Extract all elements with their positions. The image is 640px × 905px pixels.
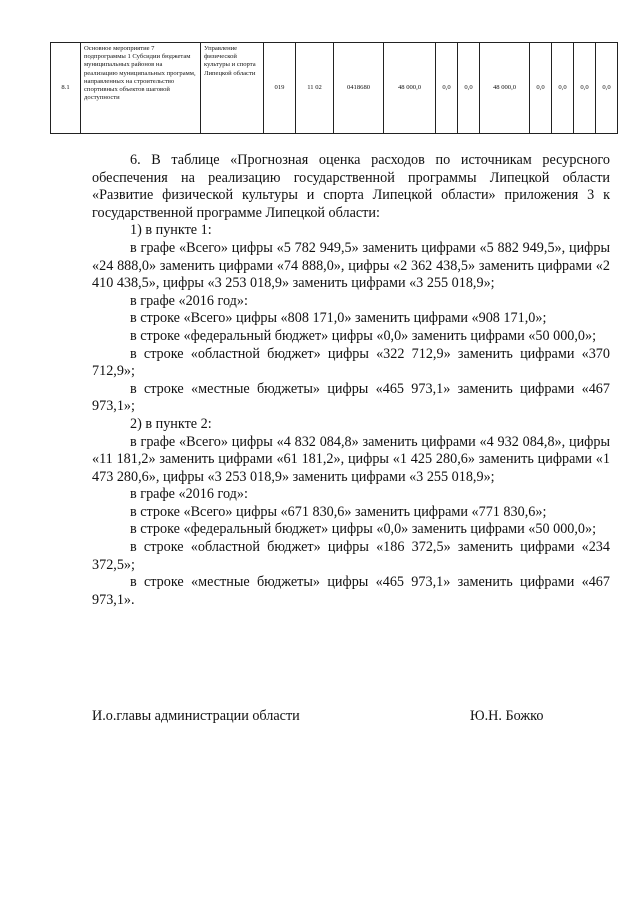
paragraph-total-1: в графе «Всего» цифры «5 782 949,5» заменить цифрами «5 882 949,5», цифры «24 888,0» заменить цифрами «74 888,0», цифры «2 362 438,5» заменить цифрами «2 410 438,5», цифры «3 253 018,9» заменить цифрами «3 255 018,9»;	[92, 239, 610, 292]
paragraph-federal-1: в строке «федеральный бюджет» цифры «0,0» заменить цифрами «50 000,0»;	[130, 327, 597, 344]
year-2018-cell: 0,0	[552, 43, 574, 134]
year-2019-cell: 0,0	[574, 43, 596, 134]
signatory-title: И.о.главы администрации области	[92, 708, 300, 724]
year-2017-cell: 0,0	[530, 43, 552, 134]
year-2016-cell: 48 000,0	[480, 43, 530, 134]
total-cell: 48 000,0	[384, 43, 436, 134]
grbs-cell: 019	[264, 43, 296, 134]
paragraph-regional-2: в строке «областной бюджет» цифры «186 372,5» заменить цифрами «234 372,5»;	[92, 539, 610, 573]
paragraph-local-1: в строке «местные бюджеты» цифры «465 973,1» заменить цифрами «467 973,1»;	[92, 380, 610, 415]
executor-cell: Управление физической культуры и спорта Липецкой области	[201, 43, 264, 134]
year-2015-cell: 0,0	[458, 43, 480, 134]
paragraph-total-2: в графе «Всего» цифры «4 832 084,8» заменить цифрами «4 932 084,8», цифры «11 181,2» заменить цифрами «61 181,2», цифры «1 425 280,6» заменить цифрами «1 473 280,6», цифры «3 253 018,9» заменить цифрами «3 255 018,9»;	[92, 433, 610, 485]
year-2014-cell: 0,0	[436, 43, 458, 134]
paragraph-regional-1: в строке «областной бюджет» цифры «322 712,9» заменить цифрами «370 712,9»;	[92, 345, 610, 380]
activity-description: Основное мероприятие 7 подпрограммы 1 Субсидии бюджетам муниципальных районов на реализацию муниципальных программ, направленных на строительство спортивных объектов шаговой доступности	[81, 43, 201, 134]
expenses-table	[50, 42, 618, 134]
paragraph-intro: 6. В таблице «Прогнозная оценка расходов по источникам ресурсного обеспечения на реализацию государственной программы Липецкой области «Развитие физической культуры и спорта Липецкой области» приложения 3 к государственной программе Липецкой области:	[92, 152, 610, 221]
paragraph-point-1: 1) в пункте 1:	[130, 222, 212, 239]
csr-cell: 0418680	[334, 43, 384, 134]
row-number: 8.1	[51, 43, 81, 134]
year-2020-cell: 0,0	[596, 43, 618, 134]
paragraph-2016-2: в графе «2016 год»:	[130, 486, 248, 503]
paragraph-point-2: 2) в пункте 2:	[130, 415, 212, 432]
document-body	[92, 152, 610, 609]
table-row	[51, 43, 618, 134]
signatory-name: Ю.Н. Божко	[470, 708, 544, 724]
paragraph-row-total-2: в строке «Всего» цифры «671 830,6» заменить цифрами «771 830,6»;	[130, 503, 547, 520]
paragraph-2016-1: в графе «2016 год»:	[130, 292, 248, 309]
rz-cell: 11 02	[296, 43, 334, 134]
paragraph-local-2: в строке «местные бюджеты» цифры «465 973,1» заменить цифрами «467 973,1».	[92, 574, 610, 608]
paragraph-row-total-1: в строке «Всего» цифры «808 171,0» заменить цифрами «908 171,0»;	[130, 310, 547, 327]
paragraph-federal-2: в строке «федеральный бюджет» цифры «0,0» заменить цифрами «50 000,0»;	[130, 521, 597, 538]
